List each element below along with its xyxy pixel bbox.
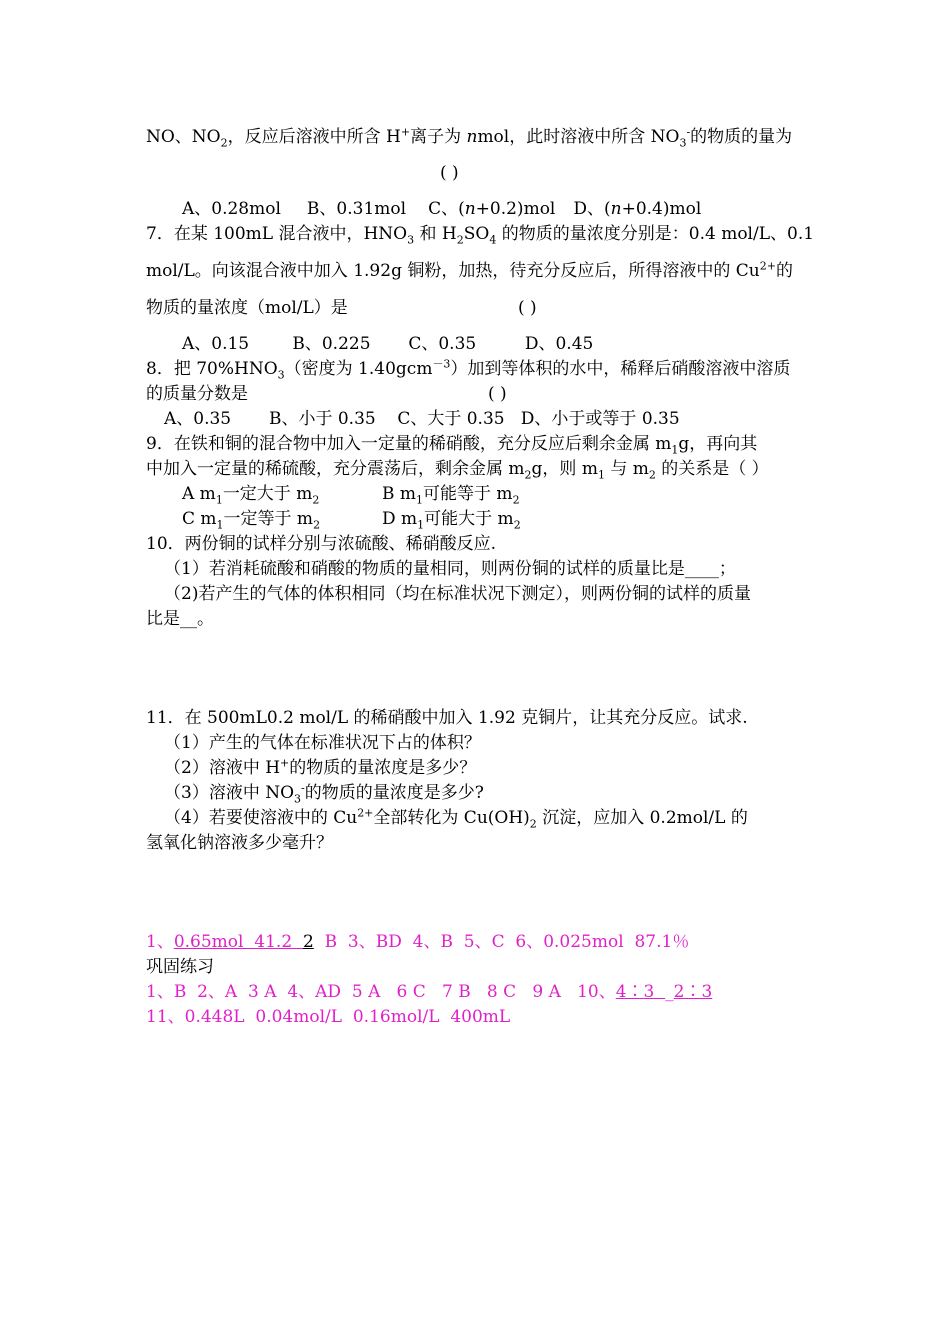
q11-stem: 11．在 500mL0.2 mol/L 的稀硝酸中加入 1.92 克铜片，让其充分反应。试求. xyxy=(146,708,748,728)
q8-stem-line-1: 8．把 $70\%HNO_3$（密度为 1.40gcm$^{-3}$）加到等体积的水中，稀释后硝酸溶液中溶质 xyxy=(146,357,791,382)
q6-options xyxy=(182,199,701,219)
q7-stem-line-2: mol/L。向该混合液中加入 1.92g 铜粉，加热，待充分反应后，所得溶液中的 $Cu^{2+}$的 xyxy=(146,259,793,281)
q10-part-1-blank[interactable]: ____ xyxy=(684,559,719,579)
q11-part-2: （2）溶液中 H+的物质的量浓度是多少？ xyxy=(164,756,477,778)
q6-option-a: A、0.28mol xyxy=(182,199,281,219)
q11-part-4-cont: 氢氧化钠溶液多少毫升？ xyxy=(146,833,333,853)
q6-option-b: B、0.31mol xyxy=(306,199,407,219)
q6-option-c: C、(n+0.2)mol xyxy=(428,199,556,219)
answers-line-3: 11、0.448L 0.04mol/L 0.16mol/L 400mL xyxy=(146,1007,511,1027)
q7-stem-line-3: 物质的量浓度（mol/L）是 xyxy=(146,298,348,318)
q7-options: A、0.15 B、0.225 C、0.35 D、0.45 xyxy=(182,334,594,354)
answers-line-2: 1、B 2、A 3 A 4、AD 5 A 6 C 7 B 8 C 9 A 10、4∶3 _2∶3 xyxy=(146,982,713,1002)
q7-answer-paren: ( ) xyxy=(518,298,537,318)
q6-answer-paren: ( ) xyxy=(440,163,459,183)
q10-part-2: （2)若产生的气体的体积相同（均在标准状况下测定），则两份铜的试样的质量 xyxy=(164,584,751,604)
q10-part-2-blank[interactable]: __ xyxy=(180,609,197,629)
q8-answer-paren: ( ) xyxy=(488,384,507,404)
q10-part-2-cont: 比是__。 xyxy=(146,609,214,629)
q10-part-1: （1）若消耗硫酸和硝酸的物质的量相同，则两份铜的试样的质量比是____； xyxy=(164,559,736,579)
q9-option-b: B $m_1$可能等于 $m_2$ xyxy=(382,484,520,507)
q9-option-d: D $m_1$可能大于 $m_2$ xyxy=(382,509,521,532)
answers-line-1: 1、0.65mol 41.2 2 B 3、BD 4、B 5、C 6、0.025mol 87.1％ xyxy=(146,932,690,952)
q7-stem-line-1: 7．在某 100mL 混合液中，$HNO_3$ 和 $H_2SO_4$ 的物质的量浓度分别是：0.4 mol/L、0.1 xyxy=(146,224,815,247)
q11-part-1: （1）产生的气体在标准状况下占的体积？ xyxy=(164,733,481,753)
q11-part-3: （3）溶液中 $NO_3^-$的物质的量浓度是多少? xyxy=(164,781,484,806)
q10-stem: 10．两份铜的试样分别与浓硫酸、稀硝酸反应. xyxy=(146,534,497,554)
q8-stem-line-2: 的质量分数是 xyxy=(146,384,248,404)
answers-heading: 巩固练习 xyxy=(146,957,214,977)
q8-options: A、0.35 B、小于 0.35 C、大于 0.35 D、小于或等于 0.35 xyxy=(164,409,680,429)
q9-option-c: C $m_1$一定等于 $m_2$ xyxy=(182,509,321,532)
q9-option-a: A $m_1$一定大于 $m_2$ xyxy=(182,484,320,507)
q6-option-d: D、(n+0.4)mol xyxy=(573,199,702,219)
q9-stem-line-2: 中加入一定量的稀硫酸，充分震荡后，剩余金属 $m_2g$，则 $m_1$ 与 $m_2$ 的关系是（ ） xyxy=(146,459,769,482)
q11-part-4: （4）若要使溶液中的 $Cu^{2+}$全部转化为 $Cu(OH)_2$ 沉淀，应加入 0.2mol/L 的 xyxy=(164,806,748,831)
q9-stem-line-1: 9．在铁和铜的混合物中加入一定量的稀硝酸，充分反应后剩余金属 $m_1g$，再向其 xyxy=(146,434,758,457)
q6-stem-line: NO、$NO_2$，反应后溶液中所含 H+离子为 nmol，此时溶液中所含 $NO_3^-$的物质的量为 xyxy=(146,125,793,150)
